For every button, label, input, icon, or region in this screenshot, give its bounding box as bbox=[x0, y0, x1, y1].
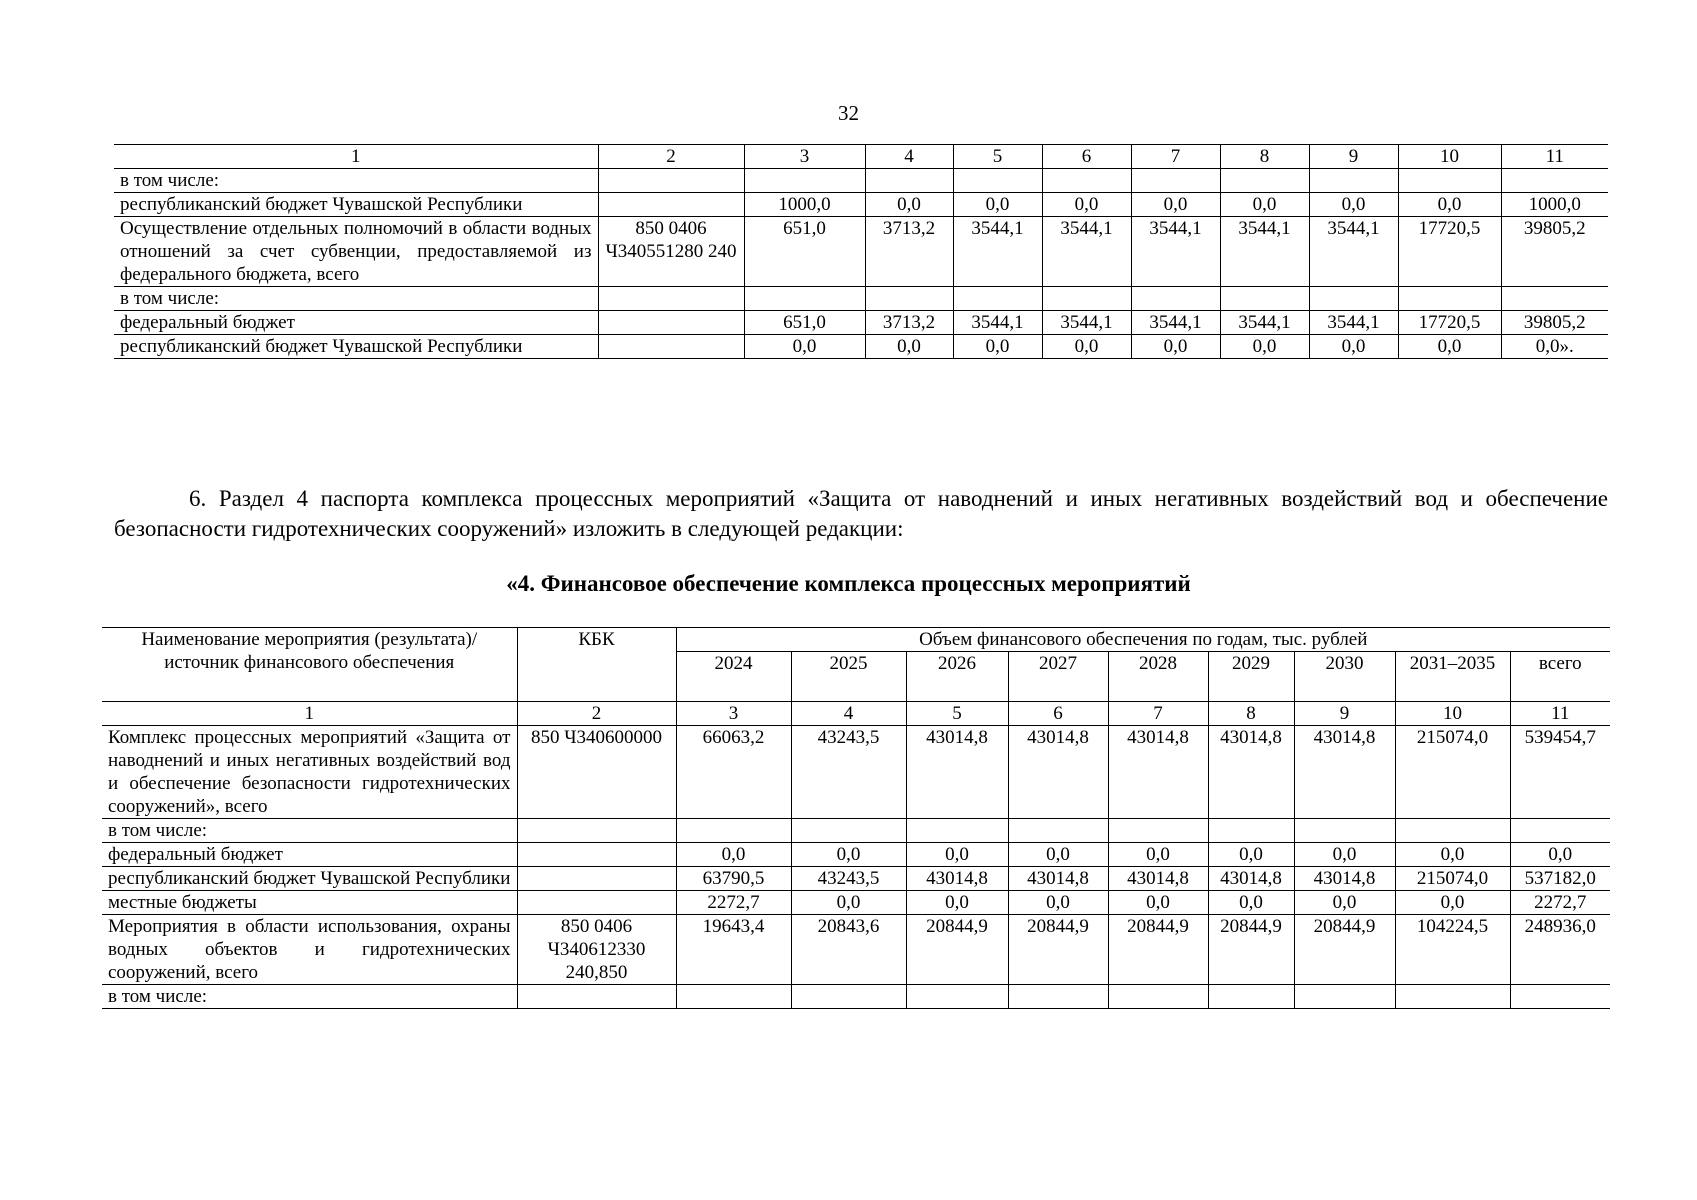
row-value: 20844,9 bbox=[1294, 915, 1395, 985]
row-value: 3544,1 bbox=[1220, 217, 1309, 287]
row-value: 3544,1 bbox=[1309, 311, 1398, 335]
row-value bbox=[676, 985, 791, 1009]
row-value: 3544,1 bbox=[1131, 311, 1220, 335]
row-value: 651,0 bbox=[744, 311, 865, 335]
row-value: 651,0 bbox=[744, 217, 865, 287]
row-value: 0,0 bbox=[953, 335, 1042, 359]
row-value: 0,0 bbox=[1108, 843, 1208, 867]
column-number: 3 bbox=[676, 702, 791, 726]
column-number: 5 bbox=[953, 145, 1042, 169]
row-value bbox=[1108, 985, 1208, 1009]
column-number: 11 bbox=[1501, 145, 1608, 169]
row-value: 0,0 bbox=[676, 843, 791, 867]
row-value bbox=[1208, 819, 1294, 843]
row-name: в том числе: bbox=[114, 287, 598, 311]
column-number: 7 bbox=[1131, 145, 1220, 169]
row-value: 17720,5 bbox=[1398, 311, 1501, 335]
row-value bbox=[1294, 985, 1395, 1009]
row-value: 539454,7 bbox=[1510, 726, 1610, 819]
row-value: 43014,8 bbox=[1108, 726, 1208, 819]
row-value: 537182,0 bbox=[1510, 867, 1610, 891]
row-kbk bbox=[598, 311, 744, 335]
header-year: 2030 bbox=[1294, 652, 1395, 702]
row-value: 63790,5 bbox=[676, 867, 791, 891]
column-number: 3 bbox=[744, 145, 865, 169]
row-value: 39805,2 bbox=[1501, 217, 1608, 287]
header-year: 2024 bbox=[676, 652, 791, 702]
row-value: 0,0 bbox=[1220, 193, 1309, 217]
row-value bbox=[1042, 169, 1131, 193]
row-value: 66063,2 bbox=[676, 726, 791, 819]
row-value: 20844,9 bbox=[906, 915, 1008, 985]
row-value bbox=[791, 985, 906, 1009]
row-value: 43243,5 bbox=[791, 867, 906, 891]
row-value: 0,0 bbox=[1008, 891, 1108, 915]
row-name: федеральный бюджет bbox=[102, 843, 517, 867]
row-value: 0,0 bbox=[791, 891, 906, 915]
row-value bbox=[744, 287, 865, 311]
row-kbk bbox=[598, 287, 744, 311]
row-kbk bbox=[517, 891, 676, 915]
row-value: 3544,1 bbox=[1042, 217, 1131, 287]
row-value bbox=[906, 985, 1008, 1009]
section-title: «4. Финансовое обеспечение комплекса процессных мероприятий bbox=[506, 571, 1191, 596]
row-value: 43014,8 bbox=[1108, 867, 1208, 891]
row-kbk bbox=[517, 819, 676, 843]
row-value: 0,0 bbox=[1294, 891, 1395, 915]
row-value: 0,0 bbox=[953, 193, 1042, 217]
row-value bbox=[1294, 819, 1395, 843]
row-kbk bbox=[598, 335, 744, 359]
row-value: 3544,1 bbox=[1309, 217, 1398, 287]
row-value bbox=[1220, 169, 1309, 193]
row-value bbox=[865, 287, 953, 311]
row-value: 3713,2 bbox=[865, 311, 953, 335]
column-number: 10 bbox=[1395, 702, 1510, 726]
financing-table bbox=[102, 627, 1610, 1009]
row-value: 0,0 bbox=[906, 891, 1008, 915]
row-value: 2272,7 bbox=[676, 891, 791, 915]
row-value: 43014,8 bbox=[1008, 726, 1108, 819]
header-year: 2025 bbox=[791, 652, 906, 702]
row-value bbox=[1309, 169, 1398, 193]
table-row bbox=[114, 287, 1608, 311]
row-name: Осуществление отдельных полномочий в области водных отношений за счет субвенции, предоставляемой из федерального бюджета, всего bbox=[114, 217, 598, 287]
column-number: 8 bbox=[1208, 702, 1294, 726]
table-row bbox=[114, 335, 1608, 359]
row-value: 2272,7 bbox=[1510, 891, 1610, 915]
row-value bbox=[1395, 985, 1510, 1009]
row-value bbox=[953, 287, 1042, 311]
table-row bbox=[102, 819, 1610, 843]
row-kbk bbox=[598, 169, 744, 193]
row-value: 43014,8 bbox=[1294, 726, 1395, 819]
header-row bbox=[102, 628, 1610, 652]
row-value: 0,0 bbox=[744, 335, 865, 359]
column-number: 9 bbox=[1309, 145, 1398, 169]
row-value: 1000,0 bbox=[1501, 193, 1608, 217]
row-kbk: 850 Ч340600000 bbox=[517, 726, 676, 819]
row-value: 3544,1 bbox=[953, 217, 1042, 287]
row-value: 0,0 bbox=[865, 335, 953, 359]
row-value bbox=[953, 169, 1042, 193]
row-value bbox=[1398, 287, 1501, 311]
table-row bbox=[102, 891, 1610, 915]
row-name: Мероприятия в области использования, охраны водных объектов и гидротехнических сооружений, всего bbox=[102, 915, 517, 985]
row-kbk bbox=[517, 867, 676, 891]
column-number: 1 bbox=[114, 145, 598, 169]
row-value bbox=[1309, 287, 1398, 311]
row-value: 0,0 bbox=[1309, 193, 1398, 217]
row-kbk: 850 0406 Ч340612330 240,850 bbox=[517, 915, 676, 985]
row-kbk: 850 0406 Ч340551280 240 bbox=[598, 217, 744, 287]
column-number: 7 bbox=[1108, 702, 1208, 726]
row-value: 43014,8 bbox=[1008, 867, 1108, 891]
row-value bbox=[1395, 819, 1510, 843]
row-value: 0,0 bbox=[1131, 193, 1220, 217]
row-value: 43014,8 bbox=[1294, 867, 1395, 891]
row-value bbox=[1131, 287, 1220, 311]
row-value bbox=[676, 819, 791, 843]
table-row bbox=[102, 915, 1610, 985]
row-value: 19643,4 bbox=[676, 915, 791, 985]
row-value bbox=[1501, 169, 1608, 193]
row-value: 0,0 bbox=[1395, 891, 1510, 915]
row-name: в том числе: bbox=[102, 819, 517, 843]
row-name: республиканский бюджет Чувашской Республики bbox=[114, 335, 598, 359]
row-value: 0,0 bbox=[791, 843, 906, 867]
row-value: 3713,2 bbox=[865, 217, 953, 287]
column-number: 11 bbox=[1510, 702, 1610, 726]
table-row bbox=[102, 867, 1610, 891]
column-number: 6 bbox=[1008, 702, 1108, 726]
header-year: 2031–2035 bbox=[1395, 652, 1510, 702]
header-name: Наименование мероприятия (результата)/источник финансового обеспечения bbox=[102, 628, 517, 702]
row-value: 0,0 bbox=[1294, 843, 1395, 867]
row-value: 43014,8 bbox=[906, 867, 1008, 891]
row-value bbox=[1131, 169, 1220, 193]
header-year: 2027 bbox=[1008, 652, 1108, 702]
header-volume: Объем финансового обеспечения по годам, тыс. рублей bbox=[676, 628, 1610, 652]
row-value: 0,0 bbox=[1309, 335, 1398, 359]
column-number: 10 bbox=[1398, 145, 1501, 169]
row-value: 3544,1 bbox=[1131, 217, 1220, 287]
row-value bbox=[1501, 287, 1608, 311]
table-row bbox=[114, 217, 1608, 287]
amendment-paragraph: 6. Раздел 4 паспорта комплекса процессных мероприятий «Защита от наводнений и иных негативных воздействий вод и обеспечение безопасности гидротехнических сооружений» изложить в следующей редакции: bbox=[114, 486, 1608, 541]
row-value: 20844,9 bbox=[1108, 915, 1208, 985]
row-value: 20843,6 bbox=[791, 915, 906, 985]
row-value bbox=[1208, 985, 1294, 1009]
header-year: всего bbox=[1510, 652, 1610, 702]
row-value: 215074,0 bbox=[1395, 867, 1510, 891]
column-number: 2 bbox=[517, 702, 676, 726]
row-value bbox=[1220, 287, 1309, 311]
row-value bbox=[1510, 985, 1610, 1009]
budget-table-continued bbox=[114, 144, 1608, 359]
column-number-row bbox=[102, 702, 1610, 726]
row-value: 0,0 bbox=[1042, 335, 1131, 359]
column-number: 1 bbox=[102, 702, 517, 726]
row-name: республиканский бюджет Чувашской Республики bbox=[102, 867, 517, 891]
header-year: 2028 bbox=[1108, 652, 1208, 702]
row-name: местные бюджеты bbox=[102, 891, 517, 915]
row-value: 43014,8 bbox=[1208, 726, 1294, 819]
column-number: 2 bbox=[598, 145, 744, 169]
row-value bbox=[1008, 819, 1108, 843]
row-name: в том числе: bbox=[102, 985, 517, 1009]
page-number: 32 bbox=[838, 101, 859, 125]
table-row bbox=[114, 311, 1608, 335]
column-number-row bbox=[114, 145, 1608, 169]
header-year: 2029 bbox=[1208, 652, 1294, 702]
header-kbk: КБК bbox=[517, 628, 676, 702]
row-name: федеральный бюджет bbox=[114, 311, 598, 335]
row-value: 0,0 bbox=[1220, 335, 1309, 359]
column-number: 4 bbox=[791, 702, 906, 726]
row-value: 0,0 bbox=[1398, 193, 1501, 217]
row-value: 104224,5 bbox=[1395, 915, 1510, 985]
column-number: 9 bbox=[1294, 702, 1395, 726]
row-value: 20844,9 bbox=[1208, 915, 1294, 985]
column-number: 6 bbox=[1042, 145, 1131, 169]
row-value: 215074,0 bbox=[1395, 726, 1510, 819]
row-value: 0,0 bbox=[865, 193, 953, 217]
row-value: 0,0 bbox=[1008, 843, 1108, 867]
row-value: 17720,5 bbox=[1398, 217, 1501, 287]
row-value: 0,0 bbox=[1131, 335, 1220, 359]
row-name: в том числе: bbox=[114, 169, 598, 193]
table-row bbox=[102, 985, 1610, 1009]
row-value: 0,0 bbox=[1510, 843, 1610, 867]
row-value: 3544,1 bbox=[1042, 311, 1131, 335]
row-kbk bbox=[598, 193, 744, 217]
row-value bbox=[1108, 819, 1208, 843]
row-value bbox=[1510, 819, 1610, 843]
row-value: 0,0 bbox=[1208, 891, 1294, 915]
row-value: 43243,5 bbox=[791, 726, 906, 819]
row-value: 0,0 bbox=[1208, 843, 1294, 867]
row-value: 3544,1 bbox=[1220, 311, 1309, 335]
column-number: 5 bbox=[906, 702, 1008, 726]
row-value: 248936,0 bbox=[1510, 915, 1610, 985]
table-row bbox=[114, 193, 1608, 217]
row-value: 0,0 bbox=[1042, 193, 1131, 217]
row-value: 0,0». bbox=[1501, 335, 1608, 359]
row-value bbox=[1042, 287, 1131, 311]
table-row bbox=[114, 169, 1608, 193]
row-value bbox=[906, 819, 1008, 843]
row-value: 43014,8 bbox=[906, 726, 1008, 819]
column-number: 8 bbox=[1220, 145, 1309, 169]
row-value: 0,0 bbox=[1398, 335, 1501, 359]
row-value bbox=[865, 169, 953, 193]
row-name: Комплекс процессных мероприятий «Защита от наводнений и иных негативных воздействий вод и обеспечение безопасности гидротехнических сооружений», всего bbox=[102, 726, 517, 819]
header-year: 2026 bbox=[906, 652, 1008, 702]
table-row bbox=[102, 843, 1610, 867]
row-kbk bbox=[517, 843, 676, 867]
row-value: 0,0 bbox=[906, 843, 1008, 867]
row-kbk bbox=[517, 985, 676, 1009]
row-value: 0,0 bbox=[1108, 891, 1208, 915]
row-value bbox=[1008, 985, 1108, 1009]
row-value: 1000,0 bbox=[744, 193, 865, 217]
row-value: 20844,9 bbox=[1008, 915, 1108, 985]
row-value: 0,0 bbox=[1395, 843, 1510, 867]
row-value bbox=[744, 169, 865, 193]
column-number: 4 bbox=[865, 145, 953, 169]
row-value bbox=[1398, 169, 1501, 193]
row-value: 3544,1 bbox=[953, 311, 1042, 335]
row-value: 39805,2 bbox=[1501, 311, 1608, 335]
row-value: 43014,8 bbox=[1208, 867, 1294, 891]
table-row bbox=[102, 726, 1610, 819]
row-value bbox=[791, 819, 906, 843]
row-name: республиканский бюджет Чувашской Республики bbox=[114, 193, 598, 217]
